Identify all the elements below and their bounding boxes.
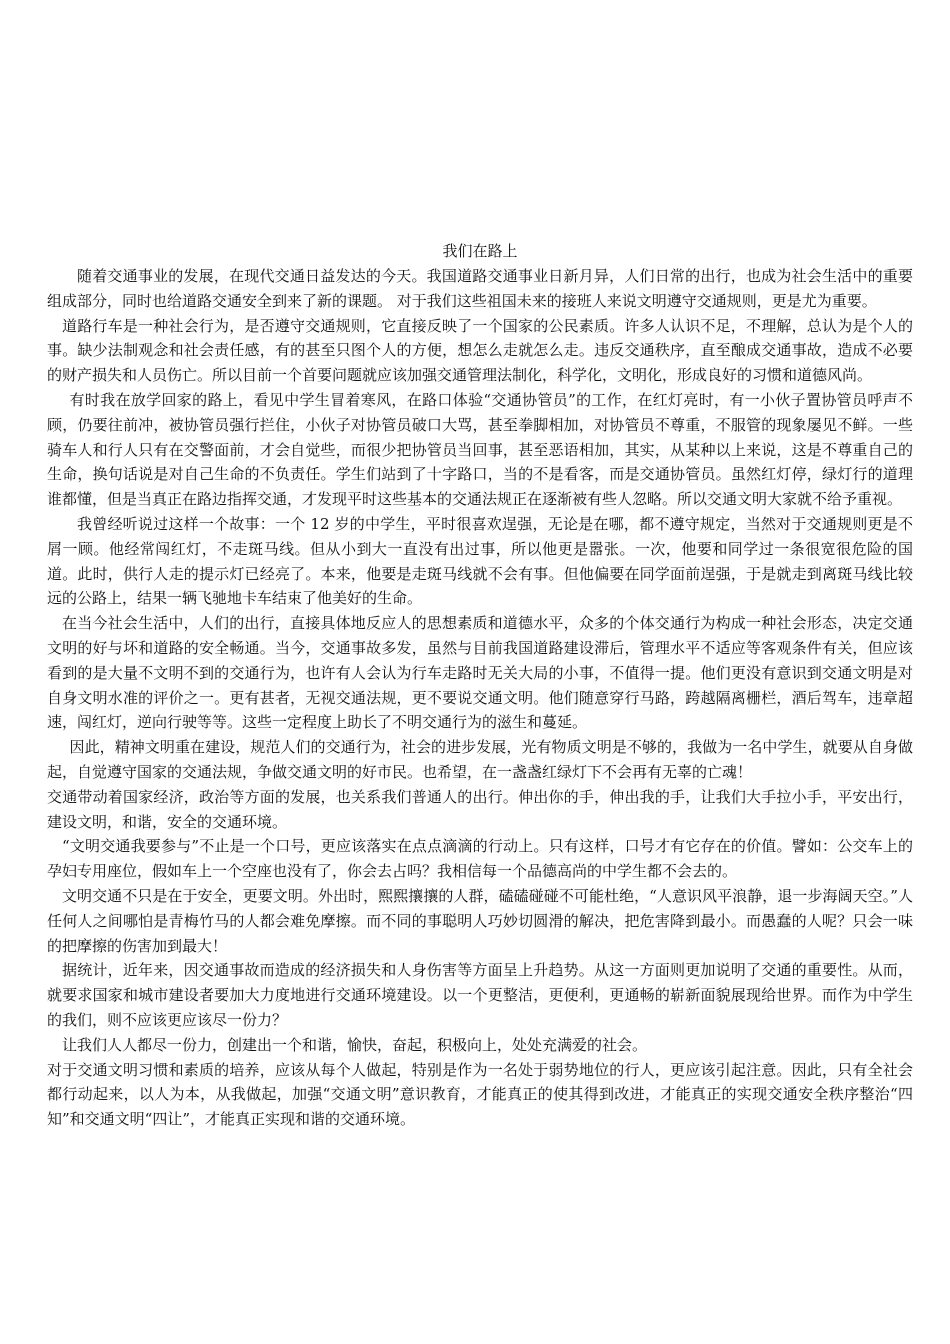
paragraph-5: 在当今社会生活中，人们的出行，直接具体地反应人的思想素质和道德水平，众多的个体交通行为构成一种社会形态，决定交通文明的好与坏和道路的安全畅通。当今，交通事故多发，虽然与目前我国道路建设滞后，管理水平不适应等客观条件有关，但应该看到的是大量不文明不到的交通行为，也许有人会认为行车走路时无关大局的小事，不值得一提。他们更没有意识到交通文明是对自身文明水准的评价之一。更有甚者，无视交通法规，更不要说交通文明。他们随意穿行马路，跨越隔离栅栏，酒后驾车，违章超速，闯红灯，逆向行驶等等。这些一定程度上助长了不明交通行为的滋生和蔓延。 xyxy=(47,614,913,732)
paragraph-10: 据统计，近年来，因交通事故而造成的经济损失和人身伤害等方面呈上升趋势。从这一方面则更加说明了交通的重要性。从而，就要求国家和城市建设者要加大力度地进行交通环境建设。以一个更整洁，更便利，更通畅的崭新面貌展现给世界。而作为中学生的我们，则不应该更应该尽一份力？ xyxy=(47,961,913,1029)
paragraph-12: 对于交通文明习惯和素质的培养，应该从每个人做起，特别是作为一名处于弱势地位的行人，更应该引起注意。因此，只有全社会都行动起来，以人为本，从我做起，加强“交通文明”意识教育，才能真正的使其得到改进，才能真正的实现交通安全秩序整治“四知”和交通文明“四让”，才能真正实现和谐的交通环境。 xyxy=(47,1060,913,1129)
paragraph-9: 文明交通不只是在于安全，更要文明。外出时，熙熙攘攘的人群，磕磕碰碰不可能杜绝，“人意识风平浪静，退一步海阔天空。”人任何人之间哪怕是青梅竹马的人都会难免摩擦。而不同的事聪明人巧妙切圆滑的解决，把危害降到最小。而愚蠢的人呢？只会一味的把摩擦的伤害加到最大！ xyxy=(47,886,913,955)
paragraph-2: 道路行车是一种社会行为，是否遵守交通规则，它直接反映了一个国家的公民素质。许多人认识不足，不理解，总认为是个人的事。缺少法制观念和社会责任感，有的甚至只图个人的方便，想怎么走就怎么走。违反交通秩序，直至酿成交通事故，造成不必要的财产损失和人员伤亡。所以目前一个首要问题就应该加强交通管理法制化，科学化，文明化，形成良好的习惯和道德风尚。 xyxy=(47,316,913,385)
document-page xyxy=(47,238,913,1132)
paragraph-1: 随着交通事业的发展，在现代交通日益发达的今天。我国道路交通事业日新月异，人们日常的出行，也成为社会生活中的重要组成部分，同时也给道路交通安全到来了新的课题。 对于我们这些祖国未来的接班人来说文明遵守交通规则，更是尤为重要。 xyxy=(47,267,913,310)
paragraph-7: 交通带动着国家经济，政治等方面的发展，也关系我们普通人的出行。伸出你的手，伸出我的手，让我们大手拉小手，平安出行，建设文明，和谐，安全的交通环境。 xyxy=(47,787,913,831)
paragraph-6: 因此，精神文明重在建设，规范人们的交通行为，社会的进步发展，光有物质文明是不够的，我做为一名中学生，就要从自身做起，自觉遵守国家的交通法规，争做交通文明的好市民。也希望，在一盏盏红绿灯下不会再有无辜的亡魂！ xyxy=(47,738,913,781)
paragraph-8: “文明交通我要参与”不止是一个口号，更应该落实在点点滴滴的行动上。只有这样，口号才有它存在的价值。譬如：公交车上的孕妇专用座位，假如车上一个空座也没有了，你会去占吗？我相信每一个品德高尚的中学生都不会去的。 xyxy=(47,837,913,881)
document-title: 我们在路上 xyxy=(442,242,518,260)
paragraph-4: 我曾经听说过这样一个故事：一个 12 岁的中学生，平时很喜欢逞强，无论是在哪，都不遵守规定，当然对于交通规则更是不屑一顾。他经常闯红灯，不走斑马线。但从小到大一直没有出过事，所以他更是嚣张。一次，他要和同学过一条很宽很危险的国道。此时，供行人走的提示灯已经亮了。本来，他要是走斑马线就不会有事。但他偏要在同学面前逞强，于是就走到离斑马线比较远的公路上，结果一辆飞驰地卡车结束了他美好的生命。 xyxy=(47,514,913,608)
paragraph-3: 有时我在放学回家的路上，看见中学生冒着寒风，在路口体验“交通协管员”的工作，在红灯亮时，有一小伙子置协管员呼声不顾，仍要往前冲，被协管员强行拦住，小伙子对协管员破口大骂，甚至拳脚相加，对协管员不尊重，不服管的现象屡见不鲜。一些骑车人和行人只有在交警面前，才会自觉些，而很少把协管员当回事，甚至恶语相加，其实，从某种以上来说，这是不尊重自己的生命，换句话说是对自己生命的不负责任。学生们站到了十字路口，当的不是看客，而是交通协管员。虽然红灯停，绿灯行的道理谁都懂，但是当真正在路边指挥交通，才发现平时这些基本的交通法规正在逐渐被有些人忽略。所以交通文明大家就不给予重视。 xyxy=(47,390,913,509)
paragraph-11: 让我们人人都尽一份力，创建出一个和谐，愉快，奋起，积极向上，处处充满爱的社会。 xyxy=(62,1035,648,1054)
